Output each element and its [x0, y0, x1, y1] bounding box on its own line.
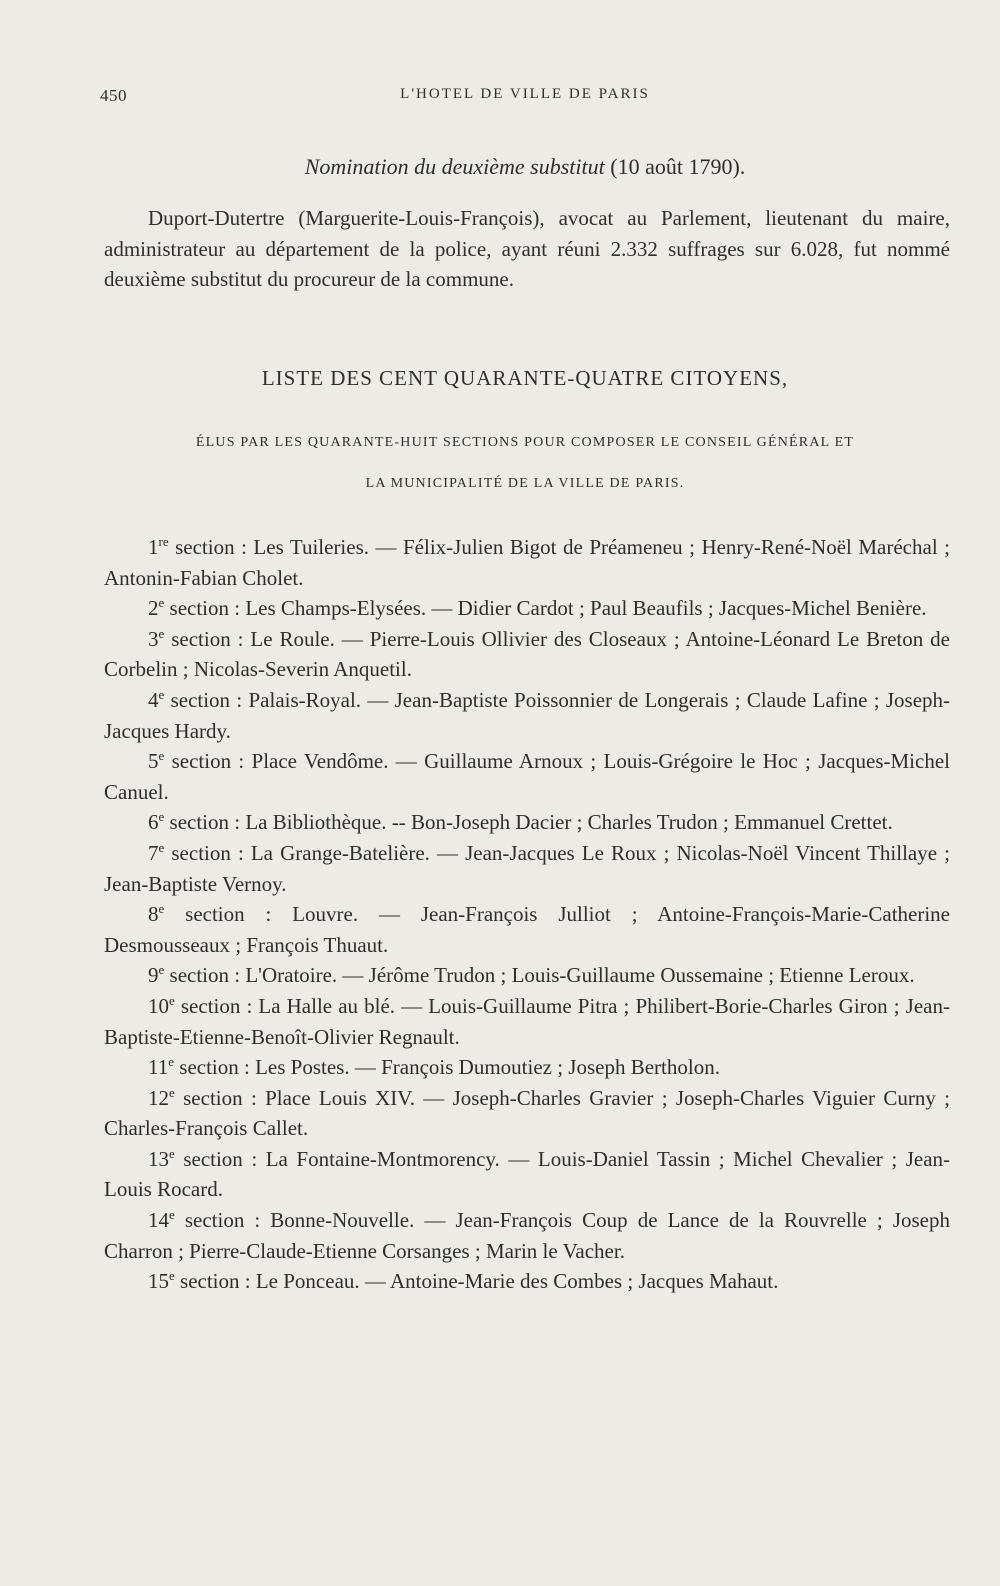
section-text: section : L'Oratoire. — Jérôme Trudon ; Louis-Guillaume Oussemaine ; Etienne Leroux. — [169, 963, 915, 988]
section-number: 14 — [148, 1208, 169, 1233]
section-entry — [104, 807, 950, 838]
section-text: section : Bonne-Nouvelle. — Jean-François Coup de Lance de la Rouvrelle ; Joseph Charron ; Pierre-Claude-Etienne Corsanges ; Marin le Vacher. — [104, 1208, 950, 1263]
section-text: section : La Grange-Batelière. — Jean-Jacques Le Roux ; Nicolas-Noël Vincent Thillaye ; Jean-Baptiste Vernoy. — [104, 840, 950, 896]
list-heading: LISTE DES CENT QUARANTE-QUATRE CITOYENS, — [261, 366, 789, 390]
section-entry — [104, 532, 950, 593]
section-text: section : La Bibliothèque. -- Bon-Joseph Dacier ; Charles Trudon ; Emmanuel Crettet. — [169, 810, 893, 835]
nomination-date: (10 août 1790). — [610, 154, 746, 179]
section-entry — [104, 624, 950, 685]
section-text: section : Les Postes. — François Dumoutiez ; Joseph Bertholon. — [179, 1055, 720, 1080]
section-number: 5 — [148, 749, 159, 774]
section-number: 2 — [148, 596, 159, 621]
section-text: section : Le Ponceau. — Antoine-Marie des Combes ; Jacques Mahaut. — [180, 1269, 779, 1294]
section-entry — [104, 991, 950, 1052]
nomination-paragraph: Duport-Dutertre (Marguerite-Louis-François), avocat au Parlement, lieutenant du maire, administrateur au département de la police, ayant réuni 2.332 suffrages sur 6.028, fut nommé deuxième substitut du procureur de la commune. — [104, 206, 950, 292]
section-entry — [104, 1266, 950, 1297]
section-ordinal-suffix: e — [158, 809, 165, 825]
section-number: 3 — [148, 626, 159, 651]
nomination-title-text: Nomination du deuxième substitut — [304, 154, 605, 179]
section-ordinal-suffix: re — [158, 534, 169, 549]
section-ordinal-suffix: e — [158, 901, 165, 917]
section-entry — [104, 685, 950, 746]
section-number: 1 — [148, 535, 159, 559]
running-title: L'HOTEL DE VILLE DE PARIS — [400, 86, 650, 102]
section-ordinal-suffix: e — [169, 1084, 175, 1100]
list-subheading-line-1: ÉLUS PAR LES QUARANTE-HUIT SECTIONS POUR COMPOSER LE CONSEIL GÉNÉRAL ET — [195, 435, 855, 450]
section-text: section : Les Tuileries. — Félix-Julien Bigot de Préameneu ; Henry-René-Noël Maréchal ; Antonin-Fabian Cholet. — [104, 535, 950, 590]
section-text: section : Palais-Royal. — Jean-Baptiste Poissonnier de Longerais ; Claude Lafine ; Joseph-Jacques Hardy. — [104, 687, 951, 743]
section-entry — [104, 1083, 950, 1144]
section-text: section : La Fontaine-Montmorency. — Louis-Daniel Tassin ; Michel Chevalier ; Jean-Louis Rocard. — [104, 1146, 951, 1202]
sections-list — [104, 532, 950, 1297]
section-entry — [104, 1052, 950, 1083]
section-number: 11 — [148, 1055, 169, 1080]
section-ordinal-suffix: e — [158, 839, 165, 855]
section-text: section : Place Vendôme. — Guillaume Arnoux ; Louis-Grégoire le Hoc ; Jacques-Michel Canuel. — [104, 749, 950, 804]
section-ordinal-suffix: e — [169, 992, 175, 1008]
section-number: 8 — [148, 902, 159, 927]
section-ordinal-suffix: e — [169, 1207, 175, 1223]
section-number: 6 — [148, 810, 159, 835]
section-entry — [104, 838, 950, 899]
list-subheading — [100, 422, 950, 504]
section-ordinal-suffix: e — [158, 748, 165, 764]
section-number: 4 — [148, 687, 159, 712]
section-text: section : La Halle au blé. — Louis-Guillaume Pitra ; Philibert-Borie-Charles Giron ; Jean-Baptiste-Etienne-Benoît-Olivier Regnault. — [104, 993, 950, 1049]
section-ordinal-suffix: e — [158, 686, 165, 702]
page-number: 450 — [100, 86, 127, 105]
section-entry — [104, 899, 950, 960]
section-number: 12 — [148, 1085, 169, 1110]
section-number: 9 — [148, 963, 159, 988]
section-entry — [104, 1144, 950, 1205]
section-ordinal-suffix: e — [158, 962, 165, 978]
section-ordinal-suffix: e — [168, 1054, 175, 1070]
section-entry — [104, 593, 950, 624]
section-ordinal-suffix: e — [169, 1268, 175, 1284]
section-entry — [104, 746, 950, 807]
section-ordinal-suffix: e — [158, 595, 165, 611]
running-header — [100, 86, 950, 110]
section-entry — [104, 1205, 950, 1266]
section-text: section : Les Champs-Elysées. — Didier Cardot ; Paul Beaufils ; Jacques-Michel Benière. — [169, 596, 927, 621]
nomination-title — [100, 154, 950, 180]
section-number: 15 — [148, 1269, 169, 1294]
section-number: 10 — [148, 993, 169, 1018]
section-text: section : Louvre. — Jean-François Julliot ; Antoine-François-Marie-Catherine Desmousseaux ; François Thuaut. — [104, 902, 950, 957]
section-text: section : Le Roule. — Pierre-Louis Ollivier des Closeaux ; Antoine-Léonard Le Breton de Corbelin ; Nicolas-Severin Anquetil. — [104, 626, 950, 682]
section-text: section : Place Louis XIV. — Joseph-Charles Gravier ; Joseph-Charles Viguier Curny ; Charles-François Callet. — [104, 1085, 951, 1141]
section-ordinal-suffix: e — [169, 1145, 175, 1161]
section-entry — [104, 960, 950, 991]
section-ordinal-suffix: e — [158, 625, 165, 641]
section-number: 13 — [148, 1146, 169, 1171]
list-subheading-line-2: LA MUNICIPALITÉ DE LA VILLE DE PARIS. — [365, 476, 685, 491]
section-number: 7 — [148, 840, 159, 865]
